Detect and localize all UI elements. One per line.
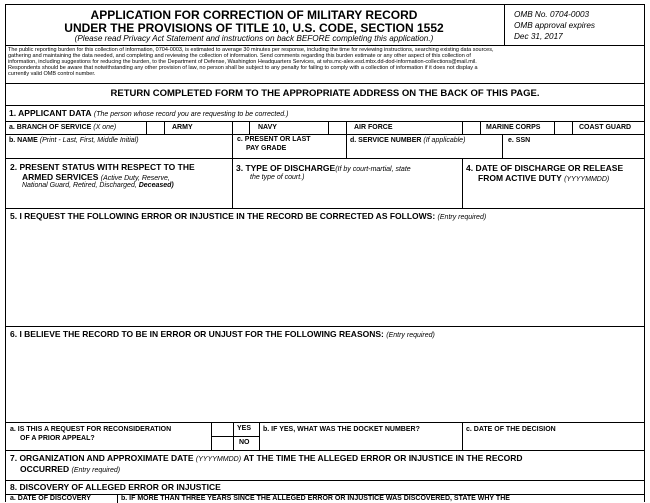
reconsideration-no-checkbox[interactable] [211, 436, 233, 450]
reasons-field[interactable] [6, 326, 644, 422]
cell-divider [146, 121, 147, 134]
docket-number-label: b. IF YES, WHAT WAS THE DOCKET NUMBER? [263, 426, 420, 433]
reconsideration-label-line1: a. IS THIS A REQUEST FOR RECONSIDERATION [10, 426, 172, 433]
rule [6, 83, 644, 84]
item3-note-line2: the type of court.) [250, 174, 305, 181]
burden-statement-line: The public reporting burden for this collection of information, 0704-0003, is estimated to average 30 minutes per response, including the time for reviewing instructions, searching existing data sources, [8, 47, 494, 53]
reconsideration-yes-checkbox[interactable] [211, 422, 233, 436]
reconsideration-no-label[interactable]: NO [239, 439, 250, 446]
service-number-label [350, 137, 465, 144]
item3-label-text: 3. TYPE OF DISCHARGE [236, 163, 336, 173]
branch-option-marine-corps[interactable]: MARINE CORPS [486, 124, 541, 131]
omb-number: OMB No. 0704-0003 [514, 10, 590, 19]
branch-of-service-label [9, 124, 116, 131]
item7-note: (Entry required) [71, 467, 121, 474]
reconsideration-label-line2: OF A PRIOR APPEAL? [20, 435, 95, 442]
item7-label-text: 7. ORGANIZATION AND APPROXIMATE DATE [10, 453, 194, 463]
ssn-label: e. SSN [508, 137, 531, 144]
item5-label [10, 212, 486, 221]
branch-option-army[interactable]: ARMY [172, 124, 193, 131]
item3-label [236, 164, 411, 173]
cell-divider [328, 121, 329, 134]
rule [6, 480, 644, 481]
discovery-date-label: a. DATE OF DISCOVERY [10, 495, 91, 502]
branch-label-note: (X one) [93, 124, 117, 131]
cell-divider [232, 121, 233, 134]
rule [6, 45, 644, 46]
item2-note-text: National Guard, Retired, Discharged, [22, 182, 137, 189]
cell-divider [554, 121, 555, 134]
application-form [5, 4, 645, 502]
burden-statement-line: Respondents should be aware that notwithstanding any other provision of law, no person shall be subject to any penalty for failing to comply with a collection of information if it does not display a [8, 65, 478, 71]
rule [6, 105, 644, 106]
form-title-line2: UNDER THE PROVISIONS OF TITLE 10, U.S. CODE, SECTION 1552 [64, 21, 444, 35]
item8-heading: 8. DISCOVERY OF ALLEGED ERROR OR INJUSTICE [10, 482, 221, 492]
pay-grade-field[interactable] [232, 134, 346, 158]
late-discovery-label: b. IF MORE THAN THREE YEARS SINCE THE ALLEGED ERROR OR INJUSTICE WAS DISCOVERED, STATE WHY THE [121, 495, 510, 502]
name-label-text: b. NAME [9, 137, 38, 144]
item7-label-rest: AT THE TIME THE ALLEGED ERROR OR INJUSTICE IN THE RECORD [243, 453, 523, 463]
burden-statement-line: gathering and maintaining the data needed, and completing and reviewing the collection of information. Send comments regarding this burden estimate or any other aspect of this collection of [8, 53, 471, 59]
section1-heading [9, 109, 288, 118]
item2-note-line1: (Active Duty, Reserve, [100, 175, 170, 182]
burden-statement-line: currently valid OMB control number. [8, 71, 96, 77]
name-label [9, 137, 139, 144]
organization-date-field[interactable] [6, 450, 644, 480]
item6-label-text: 6. I BELIEVE THE RECORD TO BE IN ERROR OR UNJUST FOR THE FOLLOWING REASONS: [10, 329, 384, 339]
cell-divider [164, 121, 165, 134]
present-status-field[interactable] [6, 158, 232, 208]
reconsideration-yes-label[interactable]: YES [237, 425, 252, 432]
item2-note-line2 [22, 182, 174, 189]
item2-label-text: ARMED SERVICES [22, 172, 99, 182]
item2-label-line1: 2. PRESENT STATUS WITH RESPECT TO THE [10, 162, 195, 172]
item6-note: (Entry required) [386, 332, 435, 339]
name-label-note: (Print - Last, First, Middle Initial) [39, 137, 139, 144]
service-number-field[interactable] [346, 134, 502, 158]
requested-correction-field[interactable] [6, 208, 644, 326]
item2-label-line2 [22, 173, 170, 182]
item7-label-note: (YYYYMMDD) [195, 456, 242, 463]
docket-number-field[interactable] [259, 422, 462, 450]
item6-label [10, 330, 435, 339]
omb-approval: OMB approval expires [514, 21, 595, 30]
branch-label-text: a. BRANCH OF SERVICE [9, 124, 92, 131]
ssn-field[interactable] [502, 134, 644, 158]
cell-divider [480, 121, 481, 134]
item4-label-text: FROM ACTIVE DUTY [478, 173, 562, 183]
cell-divider [346, 121, 347, 134]
omb-expiration-date: Dec 31, 2017 [514, 32, 563, 41]
return-notice: RETURN COMPLETED FORM TO THE APPROPRIATE ADDRESS ON THE BACK OF THIS PAGE. [110, 88, 540, 99]
decision-date-field[interactable] [462, 422, 644, 450]
cell-divider [462, 121, 463, 134]
branch-option-navy[interactable]: NAVY [258, 124, 277, 131]
form-title-line1: APPLICATION FOR CORRECTION OF MILITARY RECORD [90, 8, 418, 22]
section1-title: 1. APPLICANT DATA [9, 108, 92, 118]
item4-note: (YYYYMMDD) [564, 176, 610, 183]
item7-label-line2-text: OCCURRED [20, 464, 70, 474]
cell-divider [572, 121, 573, 134]
item4-label-line1: 4. DATE OF DISCHARGE OR RELEASE [466, 163, 624, 173]
decision-date-label: c. DATE OF THE DECISION [466, 426, 556, 433]
item3-note-line1: (If by court-martial, state [335, 166, 411, 173]
pay-grade-label-line2: PAY GRADE [246, 145, 287, 152]
rule [6, 121, 644, 122]
branch-option-air-force[interactable]: AIR FORCE [354, 124, 393, 131]
item4-label-line2 [478, 174, 609, 183]
branch-option-coast-guard[interactable]: COAST GUARD [579, 124, 632, 131]
item2-note-bold: Deceased) [138, 182, 174, 189]
section1-note: (The person whose record you are requesting to be corrected.) [93, 111, 289, 118]
item5-label-text: 5. I REQUEST THE FOLLOWING ERROR OR INJUSTICE IN THE RECORD BE CORRECTED AS FOLLOWS: [10, 211, 436, 221]
service-number-label-note: (If applicable) [423, 137, 466, 144]
item5-note: (Entry required) [437, 214, 487, 221]
name-field[interactable] [6, 134, 232, 158]
form-subtitle: (Please read Privacy Act Statement and instructions on back BEFORE completing this application.) [74, 34, 434, 43]
omb-divider [504, 5, 505, 45]
discharge-date-field[interactable] [462, 158, 644, 208]
item7-label-line2 [20, 465, 120, 474]
pay-grade-label-line1: c. PRESENT OR LAST [237, 136, 311, 143]
cell-divider [249, 121, 250, 134]
burden-statement-line: information, including suggestions for reducing the burden, to the Department of Defense, Washington Headquarters Services, at whs.mc-alex.esd.mbx.dd-dod-information-collections@mail.mil. [8, 59, 477, 65]
service-number-label-text: d. SERVICE NUMBER [350, 137, 422, 144]
item7-label-line1 [10, 454, 523, 463]
discharge-type-field[interactable] [232, 158, 462, 208]
